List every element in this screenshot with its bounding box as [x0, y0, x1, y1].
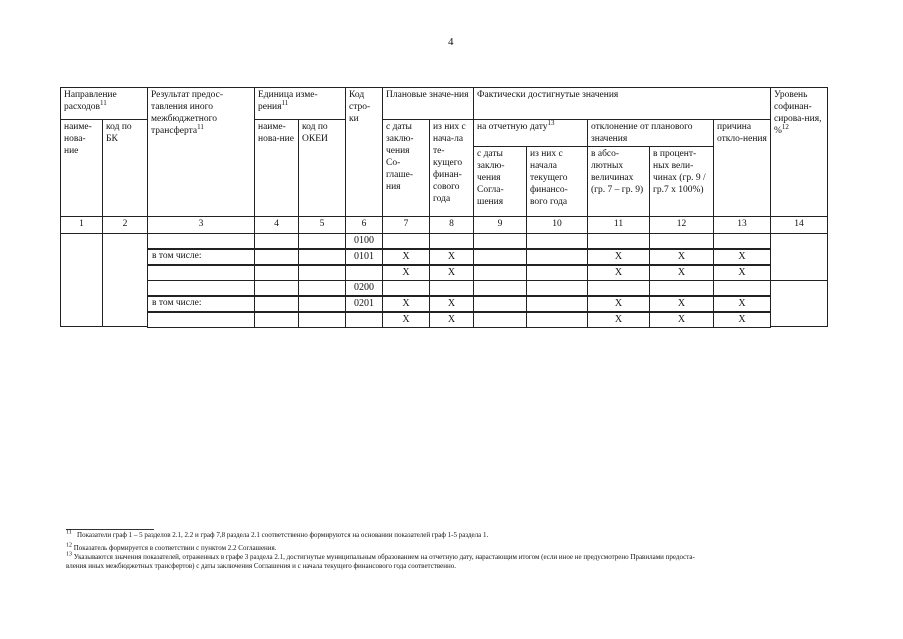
table-cell — [473, 280, 527, 296]
table-cell — [345, 265, 383, 281]
header-planned-from-agreement-text: с даты заклю-чения Со-глаше-ния — [386, 122, 414, 192]
table-cell — [298, 296, 346, 312]
header-cofinancing — [770, 87, 828, 217]
table-cell — [713, 280, 771, 296]
header-on-report-date — [473, 119, 588, 147]
table-cell — [526, 233, 588, 249]
header-unit-name-text: наиме-нова-ние — [258, 122, 294, 144]
header-row-code-text: Код стро-ки — [349, 90, 371, 124]
table-cell — [298, 265, 346, 281]
table-cell — [298, 233, 346, 249]
table-cell: X — [587, 296, 650, 312]
table-cell — [254, 296, 299, 312]
header-actual-text: Фактически достигнутые значения — [477, 90, 619, 100]
table-cell — [713, 233, 771, 249]
table-cell — [473, 296, 527, 312]
table-cell — [429, 280, 474, 296]
table-cell: 0200 — [345, 280, 383, 296]
header-unit-name — [254, 119, 299, 217]
footnote-11 — [66, 531, 846, 540]
header-unit-text: Единица изме-рения$^{11}$ — [258, 90, 318, 112]
table-cell: X — [429, 249, 474, 265]
col-number-8: 8 — [429, 216, 474, 234]
header-actual-current-year-text: из них с начала текущего финансо-вого года — [530, 149, 568, 207]
table-cell — [147, 265, 255, 281]
table-cell: X — [649, 296, 714, 312]
table-cell — [649, 233, 714, 249]
header-actual-from-agreement — [473, 146, 527, 217]
col-number-13: 13 — [713, 216, 771, 234]
body-cofinancing-group-1 — [770, 233, 828, 281]
col-number-6: 6 — [345, 216, 383, 234]
table-cell: X — [429, 296, 474, 312]
header-reason-text: причина откло-нения — [717, 122, 767, 144]
header-deviation-text: отклонение от планового значения — [591, 122, 693, 144]
col-number-11: 11 — [587, 216, 650, 234]
col-number-5: 5 — [298, 216, 346, 234]
header-unit — [254, 87, 346, 120]
table-cell: X — [587, 312, 650, 328]
footnote-13 — [66, 553, 846, 562]
table-cell — [147, 312, 255, 328]
col-number-12: 12 — [649, 216, 714, 234]
table-cell: X — [429, 265, 474, 281]
page-number: 4 — [448, 36, 454, 48]
table-cell — [254, 233, 299, 249]
body-cofinancing-group-2 — [770, 280, 828, 327]
table-cell — [298, 312, 346, 328]
table-cell: X — [382, 312, 430, 328]
table-cell: X — [587, 265, 650, 281]
table-cell — [526, 280, 588, 296]
table-cell — [345, 312, 383, 328]
col-number-4: 4 — [254, 216, 299, 234]
table-cell — [382, 280, 430, 296]
table-cell — [254, 249, 299, 265]
footnote-ref-12: 12 — [781, 122, 789, 131]
header-actual-from-agreement-text: с даты заклю-чения Согла-шения — [477, 149, 505, 207]
footnote-13-cont — [66, 562, 846, 571]
table-cell: X — [587, 249, 650, 265]
table-cell: X — [649, 265, 714, 281]
table-cell: 0100 — [345, 233, 383, 249]
table-cell — [147, 280, 255, 296]
table-cell — [526, 249, 588, 265]
header-planned-text: Плановые значе-ния — [386, 90, 469, 100]
header-bk-code — [102, 119, 148, 217]
footnote-ref-11: 11 — [281, 98, 289, 107]
table-cell — [587, 280, 650, 296]
header-on-report-date-text: на отчетную дату$^{13}$ — [477, 119, 555, 132]
col-number-3: 3 — [147, 216, 255, 234]
table-cell: X — [713, 296, 771, 312]
footnote-mark: 13 — [66, 551, 72, 558]
table-cell — [473, 233, 527, 249]
footnote-ref-11: 11 — [197, 122, 204, 131]
header-cofinancing-text: Уровень софинан-сирова-ния, %$^{12}$ — [774, 90, 822, 136]
footnote-mark: 12 — [66, 542, 72, 549]
header-dev-percent-text: в процент-ных вели-чинах (гр. 9 / гр.7 х 100%) — [653, 149, 706, 195]
table-cell: 0201 — [345, 296, 383, 312]
table-cell: X — [649, 249, 714, 265]
table-cell: X — [713, 249, 771, 265]
table-cell — [254, 265, 299, 281]
header-result-text: Результат предос-тавления иного межбюджетного трансферта$^{11}$ — [151, 90, 223, 136]
header-okei-text: код по ОКЕИ — [302, 122, 328, 144]
table-cell — [254, 280, 299, 296]
table-cell — [526, 312, 588, 328]
table-cell: в том числе: — [147, 249, 255, 265]
header-planned-from-agreement — [382, 119, 430, 217]
body-name-cell — [60, 233, 103, 327]
table-cell — [298, 280, 346, 296]
table-cell — [649, 280, 714, 296]
header-actual — [473, 87, 771, 120]
table-cell — [473, 312, 527, 328]
table-cell — [587, 233, 650, 249]
table-cell — [526, 296, 588, 312]
footnote-12 — [66, 544, 846, 553]
footnote-text: Указываются значения показателей, отраженных в графе 3 раздела 2.1, достигнутые муниципальным образованием на отчетную дату, нарастающим итогом (если иное не предусмотрено Правилами предоста- — [73, 553, 695, 561]
table-cell: X — [713, 312, 771, 328]
header-reason — [713, 119, 771, 217]
table-cell — [429, 233, 474, 249]
table-cell — [526, 265, 588, 281]
header-direction-text: Направление расходов$^{11}$ — [64, 90, 117, 112]
col-number-10: 10 — [526, 216, 588, 234]
footnote-text: вления иных межбюджетных трансфертов) с даты заключения Соглашения и с начала текущего финансового года соответственно. — [66, 562, 456, 570]
table-cell: X — [382, 265, 430, 281]
table-cell — [298, 249, 346, 265]
header-planned-current-year — [429, 119, 474, 217]
table-cell — [147, 233, 255, 249]
header-result — [147, 87, 255, 217]
footnote-ref-11: 11 — [100, 98, 107, 107]
header-dev-percent — [649, 146, 714, 217]
header-dev-absolute — [587, 146, 650, 217]
header-planned — [382, 87, 474, 120]
table-cell: X — [713, 265, 771, 281]
header-direction — [60, 87, 148, 120]
table-cell — [382, 233, 430, 249]
table-cell: X — [382, 249, 430, 265]
header-name-text: наиме-нова-ние — [64, 122, 92, 156]
header-planned-current-year-text: из них с нача-ла те-кущего финан-сового года — [433, 122, 466, 204]
table-cell — [473, 265, 527, 281]
table-cell: X — [649, 312, 714, 328]
col-number-1: 1 — [60, 216, 103, 234]
header-deviation — [587, 119, 714, 147]
header-name — [60, 119, 103, 217]
header-okei — [298, 119, 346, 217]
table-cell: X — [429, 312, 474, 328]
table-cell — [473, 249, 527, 265]
body-bk-cell — [102, 233, 148, 327]
header-actual-current-year — [526, 146, 588, 217]
footnote-text: Показатели граф 1 – 5 разделов 2.1, 2.2 и граф 7,8 раздела 2.1 соответственно формируются на основании показателей граф 1-5 раздела 1. — [77, 531, 489, 539]
table-cell: X — [382, 296, 430, 312]
table-cell: в том числе: — [147, 296, 255, 312]
col-number-14: 14 — [770, 216, 828, 234]
footnote-ref-13: 13 — [547, 119, 555, 127]
header-bk-code-text: код по БК — [106, 122, 132, 144]
col-number-7: 7 — [382, 216, 430, 234]
footnote-mark: 11 — [66, 529, 72, 536]
header-dev-absolute-text: в абсо-лютных величинах (гр. 7 – гр. 9) — [591, 149, 644, 195]
table-cell — [254, 312, 299, 328]
footnote-rule — [66, 529, 154, 530]
header-row-code — [345, 87, 383, 217]
table-cell: 0101 — [345, 249, 383, 265]
footnote-text: Показатель формируется в соответствии с пунктом 2.2 Соглашения. — [73, 544, 277, 552]
col-number-9: 9 — [473, 216, 527, 234]
col-number-2: 2 — [102, 216, 148, 234]
